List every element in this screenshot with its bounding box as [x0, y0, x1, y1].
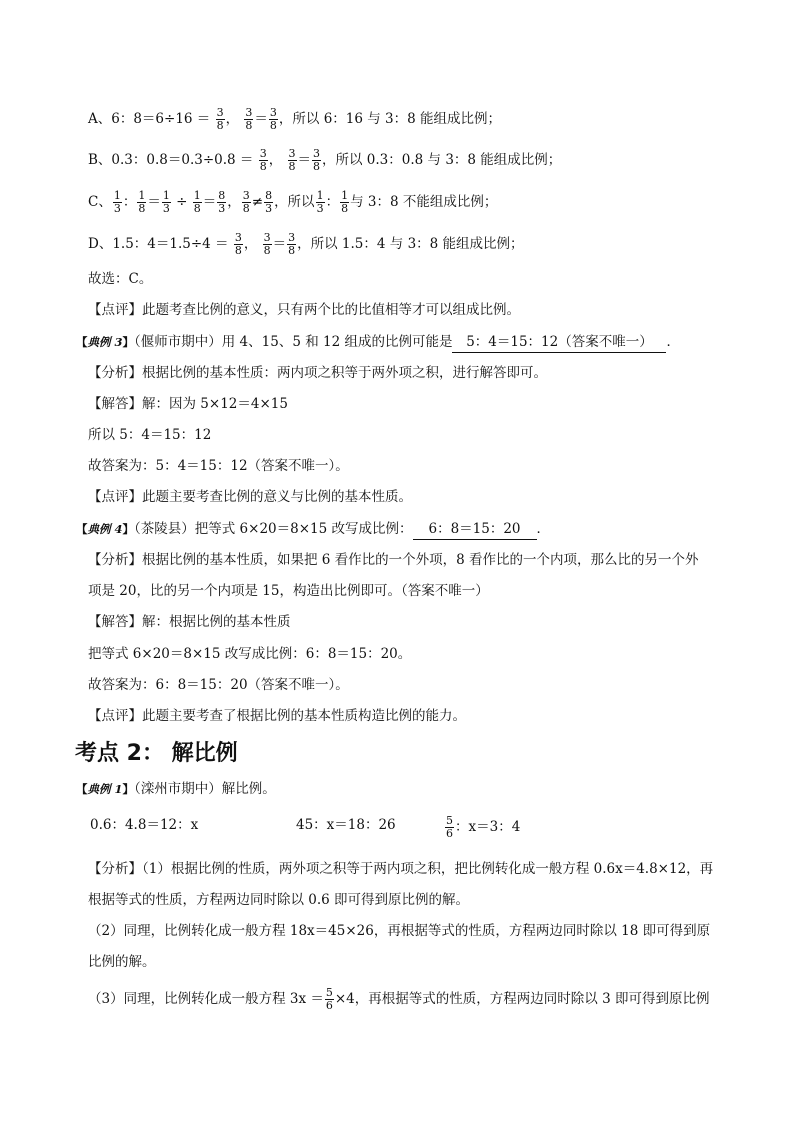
- option-c-conclusion: 与 3：8 不能组成比例；: [350, 194, 498, 210]
- fraction: $\frac{3}{8}$: [269, 106, 277, 132]
- answer-blank: 6：8＝15：20: [413, 519, 537, 540]
- fraction: $\frac{3}{8}$: [259, 147, 267, 173]
- fraction: $\frac{3}{8}$: [263, 231, 271, 257]
- option-b-prefix: B、0.3：0.8＝0.3÷0.8 ＝: [88, 152, 254, 168]
- example-tag: 【典例 4】: [76, 522, 135, 536]
- example-3-answer-line-2: 所以 5：4＝15：12: [88, 427, 212, 443]
- option-a-line: A、6：8＝6÷16 ＝ $\frac{3}{8}$ ， $\frac{3}{8}$ ＝ $\frac{3}{8}$ ，所以 6：16 与 3：8 能组成比例；: [88, 106, 502, 132]
- answer-blank: 5：4＝15：12（答案不唯一）: [452, 332, 666, 353]
- fraction: $\frac{1}{3}$: [316, 189, 324, 215]
- fraction: $\frac{3}{8}$: [288, 147, 296, 173]
- option-d-conclusion: ，所以 1.5：4 与 3：8 能组成比例；: [297, 236, 524, 252]
- section-title: 考点 2： 解比例: [75, 741, 238, 766]
- example-3-answer: 【解答】解：因为 5×12＝4×15: [88, 396, 288, 412]
- fraction: $\frac{3}{8}$: [242, 189, 250, 215]
- fraction: $\frac{3}{8}$: [216, 106, 224, 132]
- example-4-comment: 【点评】此题主要考查了根据比例的基本性质构造比例的能力。: [88, 708, 466, 724]
- fraction: $\frac{1}{3}$: [113, 189, 121, 215]
- fraction: $\frac{8}{3}$: [218, 189, 226, 215]
- choose-line: 故选：C。: [88, 271, 153, 287]
- example-tag: 【典例 3】: [76, 335, 135, 349]
- fraction: $\frac{1}{8}$: [193, 189, 201, 215]
- option-b-conclusion: ，所以 0.3：0.8 与 3：8 能组成比例；: [322, 152, 562, 168]
- example-4-question: 【典例 4】（茶陵县）把等式 6×20＝8×15 改写成比例： 6：8＝15：20 ．: [76, 519, 550, 540]
- option-d-line: D、1.5：4＝1.5÷4 ＝ $\frac{3}{8}$ ， $\frac{3}{8}$ ＝ $\frac{3}{8}$ ，所以 1.5：4 与 3：8 能组成比例；: [88, 231, 524, 257]
- example-4-analysis: 【分析】根据比例的基本性质，如果把 6 看作比的一个外项，8 看作比的一个内项，那么比的另一个外: [88, 552, 699, 568]
- option-c-line: C、 $\frac{1}{3}$ ： $\frac{1}{8}$ ＝ $\frac{1}{3}$ ÷ $\frac{1}{8}$ ＝ $\frac{8}{3}$ ， $\frac{3}{8}$ ≠ $\frac{8}{3}$ ，所以 $\frac{1}{3}$ ： $\frac{1}{8}$ 与 3：8 不能组成比例；: [88, 189, 498, 215]
- fraction: $\frac{1}{8}$: [341, 189, 349, 215]
- example-3-comment: 【点评】此题主要考查比例的意义与比例的基本性质。: [88, 489, 412, 505]
- example-4-answer: 【解答】解：根据比例的基本性质: [88, 614, 291, 630]
- example-3-answer-line-3: 故答案为：5：4＝15：12（答案不唯一）。: [88, 458, 349, 474]
- analysis-2-line-2: 比例的解。: [88, 954, 156, 970]
- analysis-3: （3）同理，比例转化成一般方程 3x ＝ $\frac{5}{6}$ ×4，再根据等式的性质，方程两边同时除以 3 即可得到原比例: [88, 986, 710, 1012]
- example-3-question: 【典例 3】（偃师市期中）用 4、15、5 和 12 组成的比例可能是 5：4＝15：12（答案不唯一） ．: [76, 332, 680, 353]
- example-4-answer-line-3: 故答案为：6：8＝15：20（答案不唯一）。: [88, 677, 349, 693]
- comment-1: 【点评】此题考查比例的意义，只有两个比的比值相等才可以组成比例。: [88, 302, 520, 318]
- example-3-analysis: 【分析】根据比例的基本性质：两内项之积等于两外项之积，进行解答即可。: [88, 365, 547, 381]
- fraction: $\frac{5}{6}$: [446, 814, 453, 840]
- option-d-prefix: D、1.5：4＝1.5÷4 ＝: [88, 236, 229, 252]
- fraction: $\frac{1}{3}$: [162, 189, 170, 215]
- fraction: $\frac{3}{8}$: [245, 106, 253, 132]
- fraction: $\frac{1}{8}$: [138, 189, 146, 215]
- fraction: $\frac{3}{8}$: [313, 147, 320, 173]
- fraction: $\frac{5}{6}$: [325, 986, 333, 1012]
- fraction: $\frac{3}{8}$: [288, 231, 296, 257]
- example-4-analysis-line-2: 项是 20，比的另一个内项是 15，构造出比例即可。（答案不唯一）: [88, 583, 489, 599]
- example-1-question: 【典例 1】（滦州市期中）解比例。: [76, 781, 276, 797]
- option-a-conclusion: ，所以 6：16 与 3：8 能组成比例；: [278, 111, 502, 127]
- fraction: $\frac{8}{3}$: [265, 189, 273, 215]
- example-tag: 【典例 1】: [76, 782, 135, 796]
- analysis-2: （2）同理，比例转化成一般方程 18x＝45×26，再根据等式的性质，方程两边同时除以 18 即可得到原: [88, 923, 711, 939]
- example-4-answer-line-2: 把等式 6×20＝8×15 改写成比例：6：8＝15：20。: [88, 646, 412, 662]
- analysis-1-line-2: 根据等式的性质，方程两边同时除以 0.6 即可得到原比例的解。: [88, 892, 470, 908]
- option-b-line: B、0.3：0.8＝0.3÷0.8 ＝ $\frac{3}{8}$ ， $\frac{3}{8}$ ＝ $\frac{3}{8}$ ，所以 0.3：0.8 与 3：8 能组成比例；: [88, 147, 562, 173]
- option-a-prefix: A、6：8＝6÷16 ＝: [88, 111, 211, 127]
- equation-1: 0.6：4.8＝12：x: [90, 817, 199, 833]
- analysis-1: 【分析】（1）根据比例的性质，两外项之积等于两内项之积，把比例转化成一般方程 0.6x＝4.8×12，再: [88, 861, 714, 877]
- equation-2: 45：x＝18：26: [296, 817, 396, 833]
- equation-3: $\frac{5}{6}$ ：x＝3：4: [446, 814, 521, 840]
- fraction: $\frac{3}{8}$: [234, 231, 242, 257]
